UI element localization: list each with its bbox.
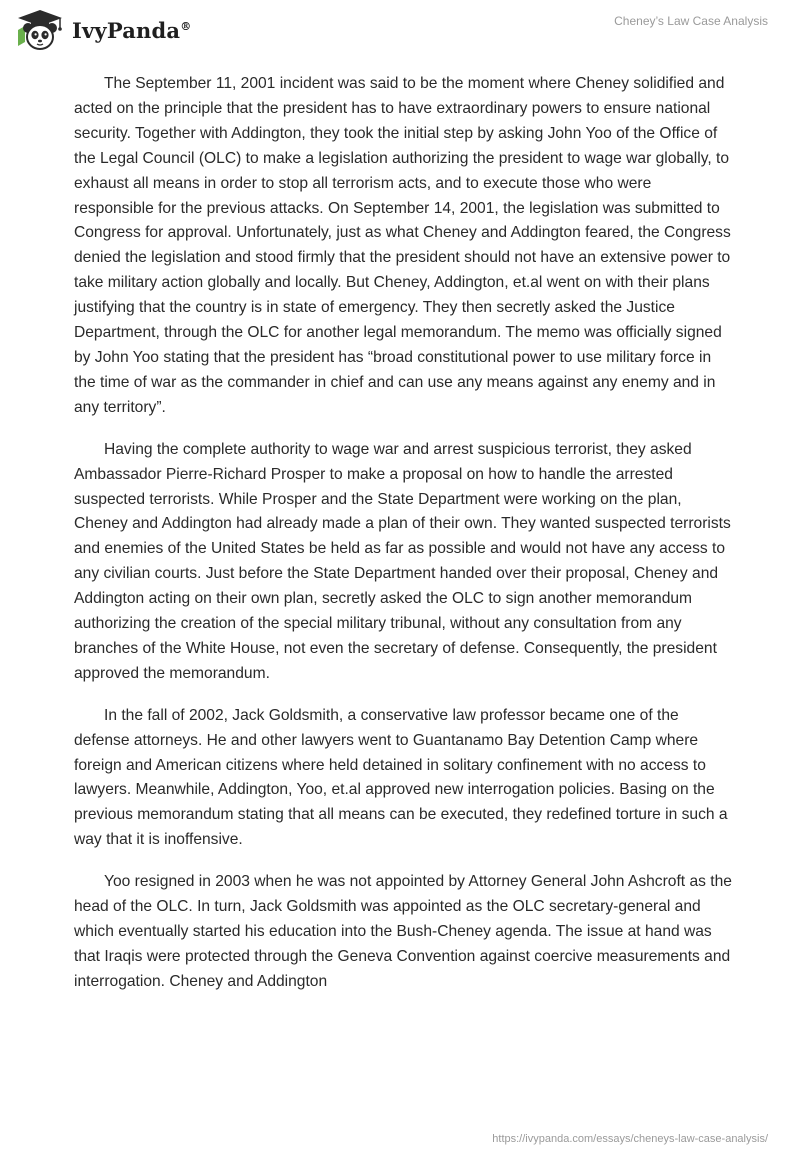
paragraph: Yoo resigned in 2003 when he was not appointed by Attorney General John Ashcroft as the head of the OLC. In turn, Jack Goldsmith was appointed as the OLC secretary-general and which eventually started his education into the Bush-Cheney agenda. The issue at hand was that Iraqis were protected through the Geneva Convention against coercive measurements and interrogation. Cheney and Addington — [74, 873, 732, 990]
paragraph: The September 11, 2001 incident was said to be the moment where Cheney solidified and acted on the principle that the president has to have extraordinary powers to ensure national security. Together with Addington, they took the initial step by asking John Yoo of the Office of the Legal Council (OLC) to make a legislation authorizing the president to wage war globally, to exhaust all means in order to stop all terrorism acts, and to execute those who were responsible for the previous attacks. On September 14, 2001, the legislation was submitted to Congress for approval. Unfortunately, just as what Cheney and Addington feared, the Congress denied the legislation and stood firmly that the president should not have an extensive power to take military action globally and locally. But Cheney, Addington, et.al went on with their plans justifying that the country is in state of emergency. They then secretly asked the Justice Department, through the OLC for another legal memorandum. The memo was officially signed by John Yoo stating that the president has “broad constitutional power to use military force in the time of war as the commander in chief and can use any means against any enemy and in any territory”. — [74, 75, 731, 416]
source-url-link[interactable]: https://ivypanda.com/essays/cheneys-law-case-analysis/ — [492, 1133, 768, 1145]
panda-graduate-icon — [14, 8, 66, 52]
ivypanda-logo[interactable] — [14, 8, 191, 52]
page-header — [0, 0, 800, 60]
paragraph: Having the complete authority to wage war and arrest suspicious terrorist, they asked Ambassador Pierre-Richard Prosper to make a proposal on how to handle the arrested suspected terrorists. While Prosper and the State Department were working on the plan, Cheney and Addington had already made a plan of their own. They wanted suspected terrorists and enemies of the United States be held as far as possible and would not have any access to any civilian courts. Just before the State Department handed over their proposal, Cheney and Addington acting on their own plan, secretly asked the OLC to sign another memorandum authorizing the creation of the special military tribunal, without any consultation from any branches of the White House, not even the secretary of defense. Consequently, the president approved the memorandum. — [74, 440, 731, 682]
document-title: Cheney’s Law Case Analysis — [614, 14, 768, 28]
essay-body — [74, 72, 734, 1012]
paragraph: In the fall of 2002, Jack Goldsmith, a conservative law professor became one of the defense attorneys. He and other lawyers went to Guantanamo Bay Detention Camp where foreign and American citizens where held detained in solitary confinement with no access to lawyers. Meanwhile, Addington, Yoo, et.al approved new interrogation policies. Basing on the previous memorandum stating that all means can be executed, they redefined torture in such a way that it is inoffensive. — [74, 706, 728, 849]
brand-name: IvyPanda® — [72, 17, 192, 43]
registered-mark: ® — [180, 19, 192, 33]
